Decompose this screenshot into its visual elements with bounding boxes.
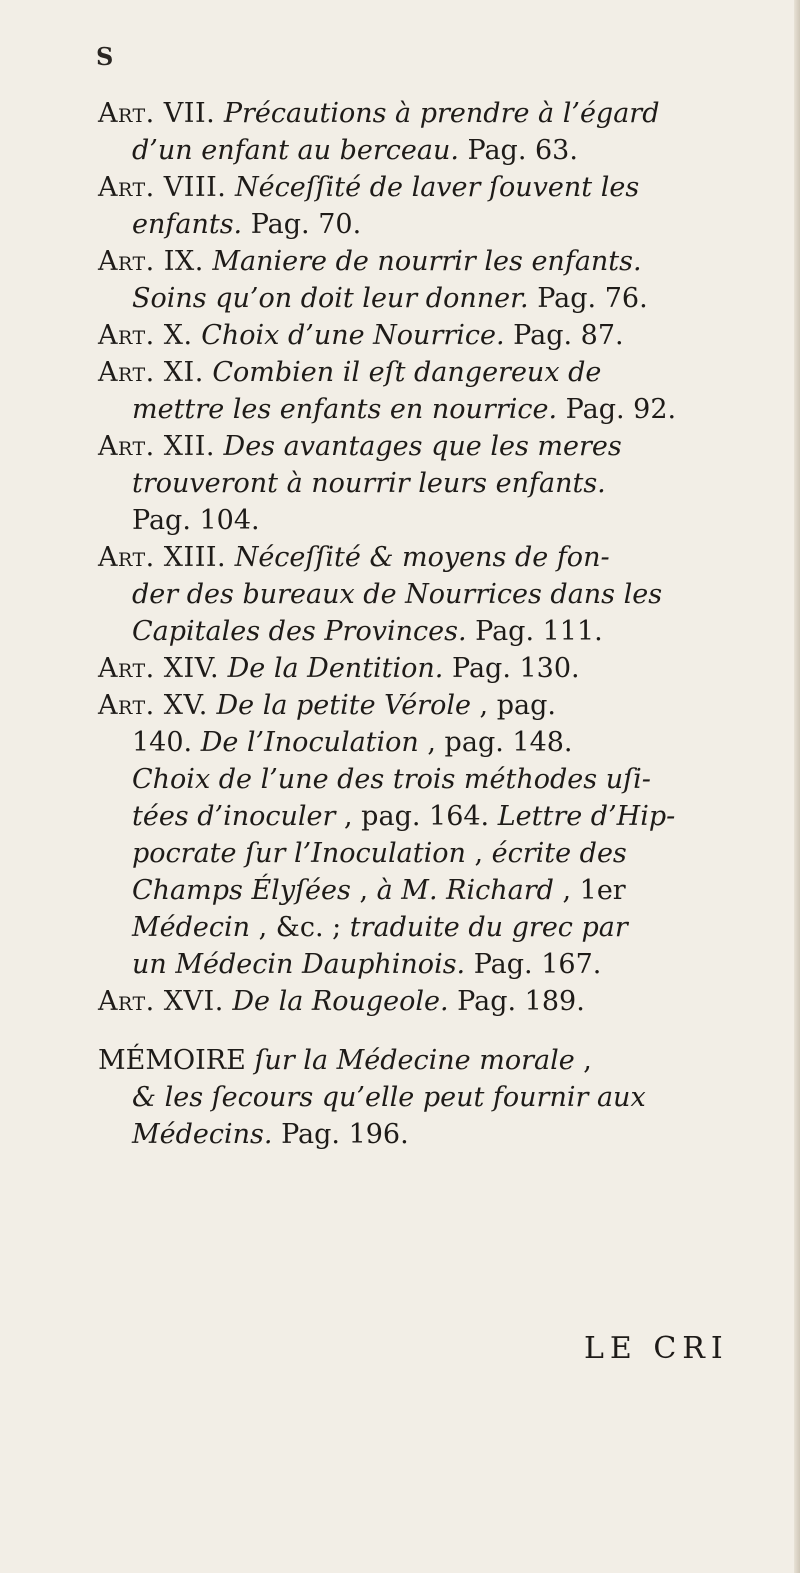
page-top-mark: S: [96, 42, 114, 71]
italic-text: De la petite Vérole: [216, 690, 471, 721]
italic-text: Médecin: [132, 912, 251, 943]
italic-text: Capitales des Provinces.: [132, 616, 467, 647]
article-number: Art. XIV.: [98, 653, 220, 684]
page-edge: [794, 0, 800, 1573]
toc-line: [98, 1079, 778, 1116]
catchword: LE CRI: [584, 1331, 729, 1366]
toc-line: [98, 206, 778, 243]
italic-text: Maniere de nourrir les enfants.: [212, 246, 642, 277]
article-number: Art. XV.: [98, 690, 208, 721]
roman-text: , &c. ;: [250, 912, 350, 943]
article-number: Art. XIII.: [98, 542, 227, 573]
roman-text: , pag. 148.: [418, 727, 573, 758]
roman-text: ,: [574, 1045, 592, 1076]
toc-line: [98, 872, 778, 909]
toc-line: [98, 761, 778, 798]
toc-line: [98, 428, 778, 465]
toc-line: [98, 1116, 778, 1153]
italic-text: un Médecin Dauphinois.: [132, 949, 466, 980]
roman-text: Pag. 130.: [443, 653, 580, 684]
toc-line: [98, 391, 778, 428]
italic-text: trouveront à nourrir leurs enfants.: [132, 468, 606, 499]
italic-text: & les ſecours qu’elle peut fournir aux: [132, 1082, 646, 1113]
italic-text: tées d’inoculer: [132, 801, 336, 832]
italic-text: Néceſſité & moyens de fon-: [234, 542, 610, 573]
italic-text: Médecins.: [132, 1119, 273, 1150]
roman-text: Pag. 76.: [528, 283, 648, 314]
toc-line: [98, 465, 778, 502]
roman-text: Pag. 111.: [466, 616, 603, 647]
article-number: Art. XVI.: [98, 986, 224, 1017]
roman-text: MÉMOIRE: [98, 1045, 255, 1076]
toc-line: [98, 835, 778, 872]
toc-entry: [98, 539, 778, 650]
toc-line: [98, 946, 778, 983]
italic-text: enfants.: [132, 209, 243, 240]
roman-text: [215, 98, 224, 129]
toc-line: [98, 798, 778, 835]
italic-text: ſur la Médecine morale: [254, 1045, 575, 1076]
italic-text: d’un enfant au berceau.: [132, 135, 459, 166]
roman-text: Pag. 189.: [448, 986, 585, 1017]
toc-entry: [98, 354, 778, 428]
italic-text: mettre les enfants en nourrice.: [132, 394, 558, 425]
roman-text: , pag. 164.: [335, 801, 498, 832]
toc-line: [98, 317, 778, 354]
italic-text: Choix de l’une des trois méthodes uſi-: [132, 764, 651, 795]
italic-text: Lettre d’Hip-: [497, 801, 676, 832]
roman-text: [226, 542, 235, 573]
roman-text: Pag. 63.: [458, 135, 578, 166]
toc-line: [98, 280, 778, 317]
toc-entry: [98, 243, 778, 317]
article-number: Art. VIII.: [98, 172, 227, 203]
roman-text: Pag. 92.: [557, 394, 677, 425]
roman-text: [215, 431, 224, 462]
toc-line: [98, 909, 778, 946]
toc-line: [98, 169, 778, 206]
roman-text: Pag. 104.: [132, 505, 260, 536]
toc-entry: [98, 428, 778, 539]
toc-entry: [98, 650, 778, 687]
toc-line: [98, 576, 778, 613]
toc-entry: [98, 317, 778, 354]
toc-line: [98, 613, 778, 650]
toc-line: [98, 132, 778, 169]
article-number: Art. XII.: [98, 431, 215, 462]
italic-text: Choix d’une Nourrice.: [201, 320, 505, 351]
roman-text: Pag. 167.: [465, 949, 602, 980]
article-number: Art. X.: [98, 320, 193, 351]
italic-text: Précautions à prendre à l’égard: [223, 98, 660, 129]
italic-text: pocrate ſur l’Inoculation: [132, 838, 466, 869]
toc-line: [98, 983, 778, 1020]
italic-text: der des bureaux de Nourrices dans les: [132, 579, 663, 610]
toc-line: [98, 243, 778, 280]
roman-text: , 1er: [553, 875, 626, 906]
italic-text: Combien il eſt dangereux de: [212, 357, 602, 388]
table-of-contents: [98, 95, 778, 1153]
italic-text: De la Dentition.: [227, 653, 444, 684]
roman-text: [193, 320, 202, 351]
roman-text: ,: [350, 875, 377, 906]
italic-text: Champs Élyſées: [132, 875, 351, 906]
roman-text: Pag. 87.: [504, 320, 624, 351]
italic-text: De l’Inoculation: [200, 727, 419, 758]
toc-entry: [98, 169, 778, 243]
roman-text: , pag.: [470, 690, 556, 721]
roman-text: Pag. 196.: [272, 1119, 409, 1150]
article-number: Art. XI.: [98, 357, 204, 388]
toc-entry: [98, 983, 778, 1020]
italic-text: écrite des: [491, 838, 627, 869]
roman-text: 140.: [132, 727, 201, 758]
toc-line: [98, 1042, 778, 1079]
toc-line: [98, 539, 778, 576]
toc-line: [98, 724, 778, 761]
article-number: Art. VII.: [98, 98, 216, 129]
toc-line: [98, 354, 778, 391]
toc-entry: [98, 95, 778, 169]
roman-text: [208, 690, 217, 721]
italic-text: traduite du grec par: [349, 912, 628, 943]
toc-line: [98, 650, 778, 687]
toc-line: [98, 502, 778, 539]
italic-text: Des avantages que les meres: [223, 431, 622, 462]
toc-line: [98, 687, 778, 724]
toc-entry: [98, 687, 778, 983]
italic-text: Soins qu’on doit leur donner.: [132, 283, 529, 314]
italic-text: De la Rougeole.: [232, 986, 449, 1017]
article-number: Art. IX.: [98, 246, 204, 277]
roman-text: ,: [465, 838, 492, 869]
roman-text: [226, 172, 235, 203]
memoire-entry: [98, 1042, 778, 1153]
toc-line: [98, 95, 778, 132]
italic-text: Néceſſité de laver ſouvent les: [234, 172, 640, 203]
roman-text: Pag. 70.: [242, 209, 362, 240]
italic-text: à M. Richard: [376, 875, 554, 906]
roman-text: [219, 653, 228, 684]
